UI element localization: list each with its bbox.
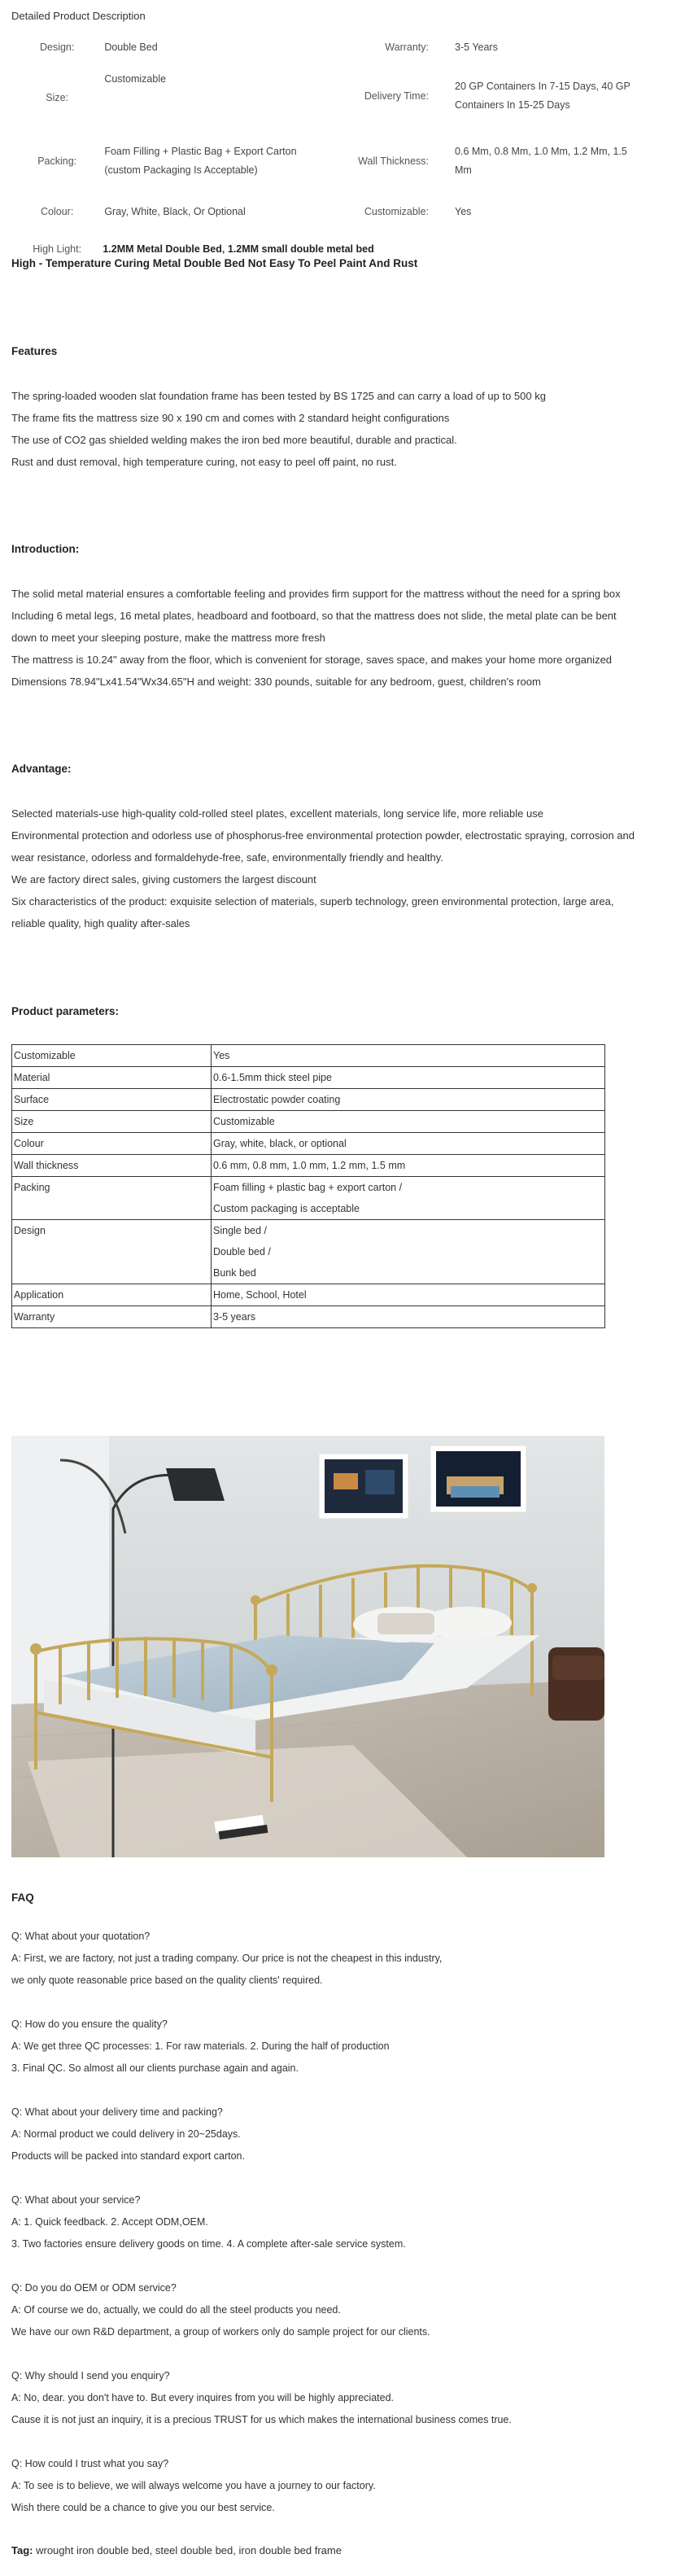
text-line: Six characteristics of the product: exquisite selection of materials, superb technology, green environmental protection, large area, bbox=[11, 895, 614, 908]
spec-value-line: 0.6 Mm, 0.8 Mm, 1.0 Mm, 1.2 Mm, 1.5 bbox=[455, 146, 627, 157]
tag-link[interactable]: steel double bed bbox=[155, 2544, 233, 2556]
text-line: Rust and dust removal, high temperature curing, not easy to peel off paint, no rust. bbox=[11, 456, 397, 468]
text-line: Selected materials-use high-quality cold-rolled steel plates, excellent materials, long service life, more reliable use bbox=[11, 807, 543, 820]
text-line: Dimensions 78.94"Lx41.54"Wx34.65"H and weight: 330 pounds, suitable for any bedroom, guest, children's room bbox=[11, 676, 541, 688]
param-key: Packing bbox=[12, 1177, 212, 1220]
text-line: The frame fits the mattress size 90 x 190 cm and comes with 2 standard height configurations bbox=[11, 412, 450, 424]
highlight-link[interactable]: 1.2MM Metal Double Bed bbox=[103, 243, 222, 255]
faq-answer-line: 3. Final QC. So almost all our clients purchase again and again. bbox=[11, 2062, 299, 2074]
param-key: Surface bbox=[12, 1089, 212, 1111]
spec-label: Colour: bbox=[41, 205, 74, 217]
spec-label: Packing: bbox=[37, 155, 77, 167]
table-row bbox=[12, 1220, 605, 1284]
spec-value bbox=[448, 62, 662, 130]
table-row bbox=[12, 1045, 605, 1067]
faq-question: Q: Do you do OEM or ODM service? bbox=[11, 2282, 177, 2294]
text-line: reliable quality, high quality after-sales bbox=[11, 917, 190, 929]
tag-separator: , bbox=[149, 2544, 155, 2556]
faq-answer-line: We have our own R&D department, a group of workers only do sample project for our clients. bbox=[11, 2326, 430, 2338]
spec-value: 3-5 Years bbox=[455, 41, 498, 53]
spec-value-line: Foam Filling + Plastic Bag + Export Carton bbox=[104, 146, 297, 157]
tag-link[interactable]: iron double bed frame bbox=[238, 2544, 342, 2556]
faq-answer-line: A: Normal product we could delivery in 20~25days. bbox=[11, 2128, 241, 2140]
parameters-table bbox=[11, 1044, 605, 1328]
param-value bbox=[212, 1111, 605, 1133]
faq-item bbox=[11, 2453, 662, 2519]
param-key: Customizable bbox=[12, 1045, 212, 1067]
faq-question: Q: How could I trust what you say? bbox=[11, 2458, 169, 2469]
spec-row bbox=[11, 130, 662, 192]
text-line: The mattress is 10.24" away from the floor, which is convenient for storage, saves space, and makes your home more organized bbox=[11, 654, 613, 666]
faq-item bbox=[11, 2189, 662, 2255]
table-row bbox=[12, 1111, 605, 1133]
param-value bbox=[212, 1220, 605, 1284]
text-line: down to meet your sleeping posture, make the mattress more fresh bbox=[11, 632, 325, 644]
spec-value: Customizable bbox=[104, 73, 167, 85]
spec-value bbox=[448, 130, 662, 192]
faq-question: Q: What about your service? bbox=[11, 2194, 141, 2206]
spec-table bbox=[11, 33, 662, 267]
table-row bbox=[12, 1155, 605, 1177]
spec-value-line: Containers In 15-25 Days bbox=[455, 99, 570, 111]
faq-answer-line: A: We get three QC processes: 1. For raw materials. 2. During the half of production bbox=[11, 2040, 390, 2052]
faq-answer-line: we only quote reasonable price based on the quality clients' required. bbox=[11, 1975, 323, 1986]
param-key: Size bbox=[12, 1111, 212, 1133]
bed-photo-illustration bbox=[11, 1436, 604, 1857]
faq-item bbox=[11, 2365, 662, 2431]
table-row bbox=[12, 1284, 605, 1306]
advantage-text bbox=[11, 803, 662, 934]
spec-value bbox=[103, 130, 332, 192]
param-key: Wall thickness bbox=[12, 1155, 212, 1177]
spec-value-line: Mm bbox=[455, 164, 472, 176]
highlight-link[interactable]: 1.2MM small double metal bed bbox=[227, 243, 374, 255]
spec-value: Double Bed bbox=[104, 41, 158, 53]
introduction-text bbox=[11, 583, 662, 693]
spec-label: Size: bbox=[46, 91, 69, 103]
table-row bbox=[12, 1067, 605, 1089]
spec-label: Customizable: bbox=[364, 205, 430, 217]
faq-answer-line: Products will be packed into standard export carton. bbox=[11, 2150, 245, 2162]
faq-question: Q: How do you ensure the quality? bbox=[11, 2018, 168, 2030]
product-subtitle: High - Temperature Curing Metal Double Bed Not Easy To Peel Paint And Rust bbox=[11, 257, 418, 269]
highlight-separator: , bbox=[221, 243, 228, 255]
faq-answer-line: Wish there could be a chance to give you our best service. bbox=[11, 2502, 275, 2513]
features-text bbox=[11, 385, 662, 473]
param-value-line: Double bed / bbox=[213, 1246, 271, 1257]
faq-answer-line: Cause it is not just an inquiry, it is a precious TRUST for us which makes the international business comes true. bbox=[11, 2414, 512, 2425]
param-value bbox=[212, 1284, 605, 1306]
faq-question: Q: Why should I send you enquiry? bbox=[11, 2370, 170, 2381]
spec-value: Yes bbox=[455, 205, 472, 217]
section-heading-features: Features bbox=[11, 345, 58, 357]
text-line: wear resistance, odorless and formaldehyde-free, safe, environmentally friendly and healthy. bbox=[11, 851, 443, 864]
faq-answer-line: A: 1. Quick feedback. 2. Accept ODM,OEM. bbox=[11, 2216, 208, 2228]
param-value bbox=[212, 1155, 605, 1177]
product-photo bbox=[11, 1436, 604, 1857]
param-value-line: Single bed / bbox=[213, 1225, 268, 1236]
section-heading-advantage: Advantage: bbox=[11, 763, 72, 775]
param-value-line: Electrostatic powder coating bbox=[213, 1094, 341, 1105]
faq-item bbox=[11, 1926, 662, 1992]
param-key: Warranty bbox=[12, 1306, 212, 1328]
param-value-line: Yes bbox=[213, 1050, 230, 1061]
param-value bbox=[212, 1089, 605, 1111]
param-value-line: Home, School, Hotel bbox=[213, 1289, 307, 1301]
spec-label: Warranty: bbox=[385, 41, 430, 53]
section-heading-parameters: Product parameters: bbox=[11, 1005, 120, 1017]
param-value-line: Customizable bbox=[213, 1116, 275, 1127]
spec-value-line: 20 GP Containers In 7-15 Days, 40 GP bbox=[455, 81, 630, 92]
table-row bbox=[12, 1306, 605, 1328]
faq-item bbox=[11, 2101, 662, 2167]
param-value bbox=[212, 1067, 605, 1089]
faq-answer-line: A: No, dear. you don't have to. But every inquires from you will be highly appreciated. bbox=[11, 2392, 395, 2403]
param-value-line: 3-5 years bbox=[213, 1311, 256, 1323]
param-value bbox=[212, 1177, 605, 1220]
tag-label: Tag: bbox=[11, 2544, 33, 2556]
table-row bbox=[12, 1177, 605, 1220]
param-value-line: Foam filling + plastic bag + export carton / bbox=[213, 1182, 403, 1193]
faq-answer-line: A: To see is to believe, we will always welcome you have a journey to our factory. bbox=[11, 2480, 376, 2491]
tag-separator: , bbox=[233, 2544, 239, 2556]
param-value-line: Bunk bed bbox=[213, 1267, 256, 1279]
spec-label: Wall Thickness: bbox=[358, 155, 430, 167]
param-key: Design bbox=[12, 1220, 212, 1284]
faq-answer-line: 3. Two factories ensure delivery goods on time. 4. A complete after-sale service system. bbox=[11, 2238, 406, 2250]
section-heading-introduction: Introduction: bbox=[11, 543, 80, 555]
spec-row bbox=[11, 192, 662, 231]
param-value bbox=[212, 1133, 605, 1155]
param-value bbox=[212, 1306, 605, 1328]
text-line: The spring-loaded wooden slat foundation frame has been tested by BS 1725 and can carry a load of up to 500 kg bbox=[11, 390, 546, 402]
param-key: Material bbox=[12, 1067, 212, 1089]
param-value-line: Gray, white, black, or optional bbox=[213, 1138, 347, 1149]
tag-link[interactable]: wrought iron double bed bbox=[36, 2544, 150, 2556]
param-value-line: 0.6 mm, 0.8 mm, 1.0 mm, 1.2 mm, 1.5 mm bbox=[213, 1160, 406, 1171]
spec-row bbox=[11, 33, 662, 62]
spec-value-line: (custom Packaging Is Acceptable) bbox=[104, 164, 258, 176]
text-line: We are factory direct sales, giving customers the largest discount bbox=[11, 873, 316, 886]
section-heading-faq: FAQ bbox=[11, 1892, 34, 1904]
param-value bbox=[212, 1045, 605, 1067]
text-line: Including 6 metal legs, 16 metal plates, headboard and footboard, so that the mattress does not slide, the metal plate can be bent bbox=[11, 610, 617, 622]
faq-item bbox=[11, 2014, 662, 2080]
spec-label: High Light: bbox=[33, 243, 82, 255]
param-key: Application bbox=[12, 1284, 212, 1306]
spec-value: Gray, White, Black, Or Optional bbox=[104, 205, 246, 217]
faq-question: Q: What about your delivery time and packing? bbox=[11, 2106, 223, 2118]
param-key: Colour bbox=[12, 1133, 212, 1155]
tag-line bbox=[11, 2544, 342, 2556]
text-line: The use of CO2 gas shielded welding makes the iron bed more beautiful, durable and practical. bbox=[11, 434, 457, 446]
param-value-line: Custom packaging is acceptable bbox=[213, 1203, 360, 1214]
text-line: The solid metal material ensures a comfortable feeling and provides firm support for the mattress without the need for a spring box bbox=[11, 588, 621, 600]
faq-answer-line: A: Of course we do, actually, we could do all the steel products you need. bbox=[11, 2304, 341, 2316]
table-row bbox=[12, 1133, 605, 1155]
table-row bbox=[12, 1089, 605, 1111]
spec-label: Design: bbox=[39, 41, 75, 53]
param-value-line: 0.6-1.5mm thick steel pipe bbox=[213, 1072, 332, 1083]
faq-answer-line: A: First, we are factory, not just a trading company. Our price is not the cheapest in this industry, bbox=[11, 1953, 443, 1964]
faq-question: Q: What about your quotation? bbox=[11, 1931, 151, 1942]
spec-row bbox=[11, 62, 662, 130]
spec-label: Delivery Time: bbox=[364, 90, 430, 102]
faq-item bbox=[11, 2277, 662, 2343]
text-line: Environmental protection and odorless use of phosphorus-free environmental protection powder, electrostatic spraying, corrosion and bbox=[11, 829, 635, 842]
page-title: Detailed Product Description bbox=[11, 10, 146, 22]
